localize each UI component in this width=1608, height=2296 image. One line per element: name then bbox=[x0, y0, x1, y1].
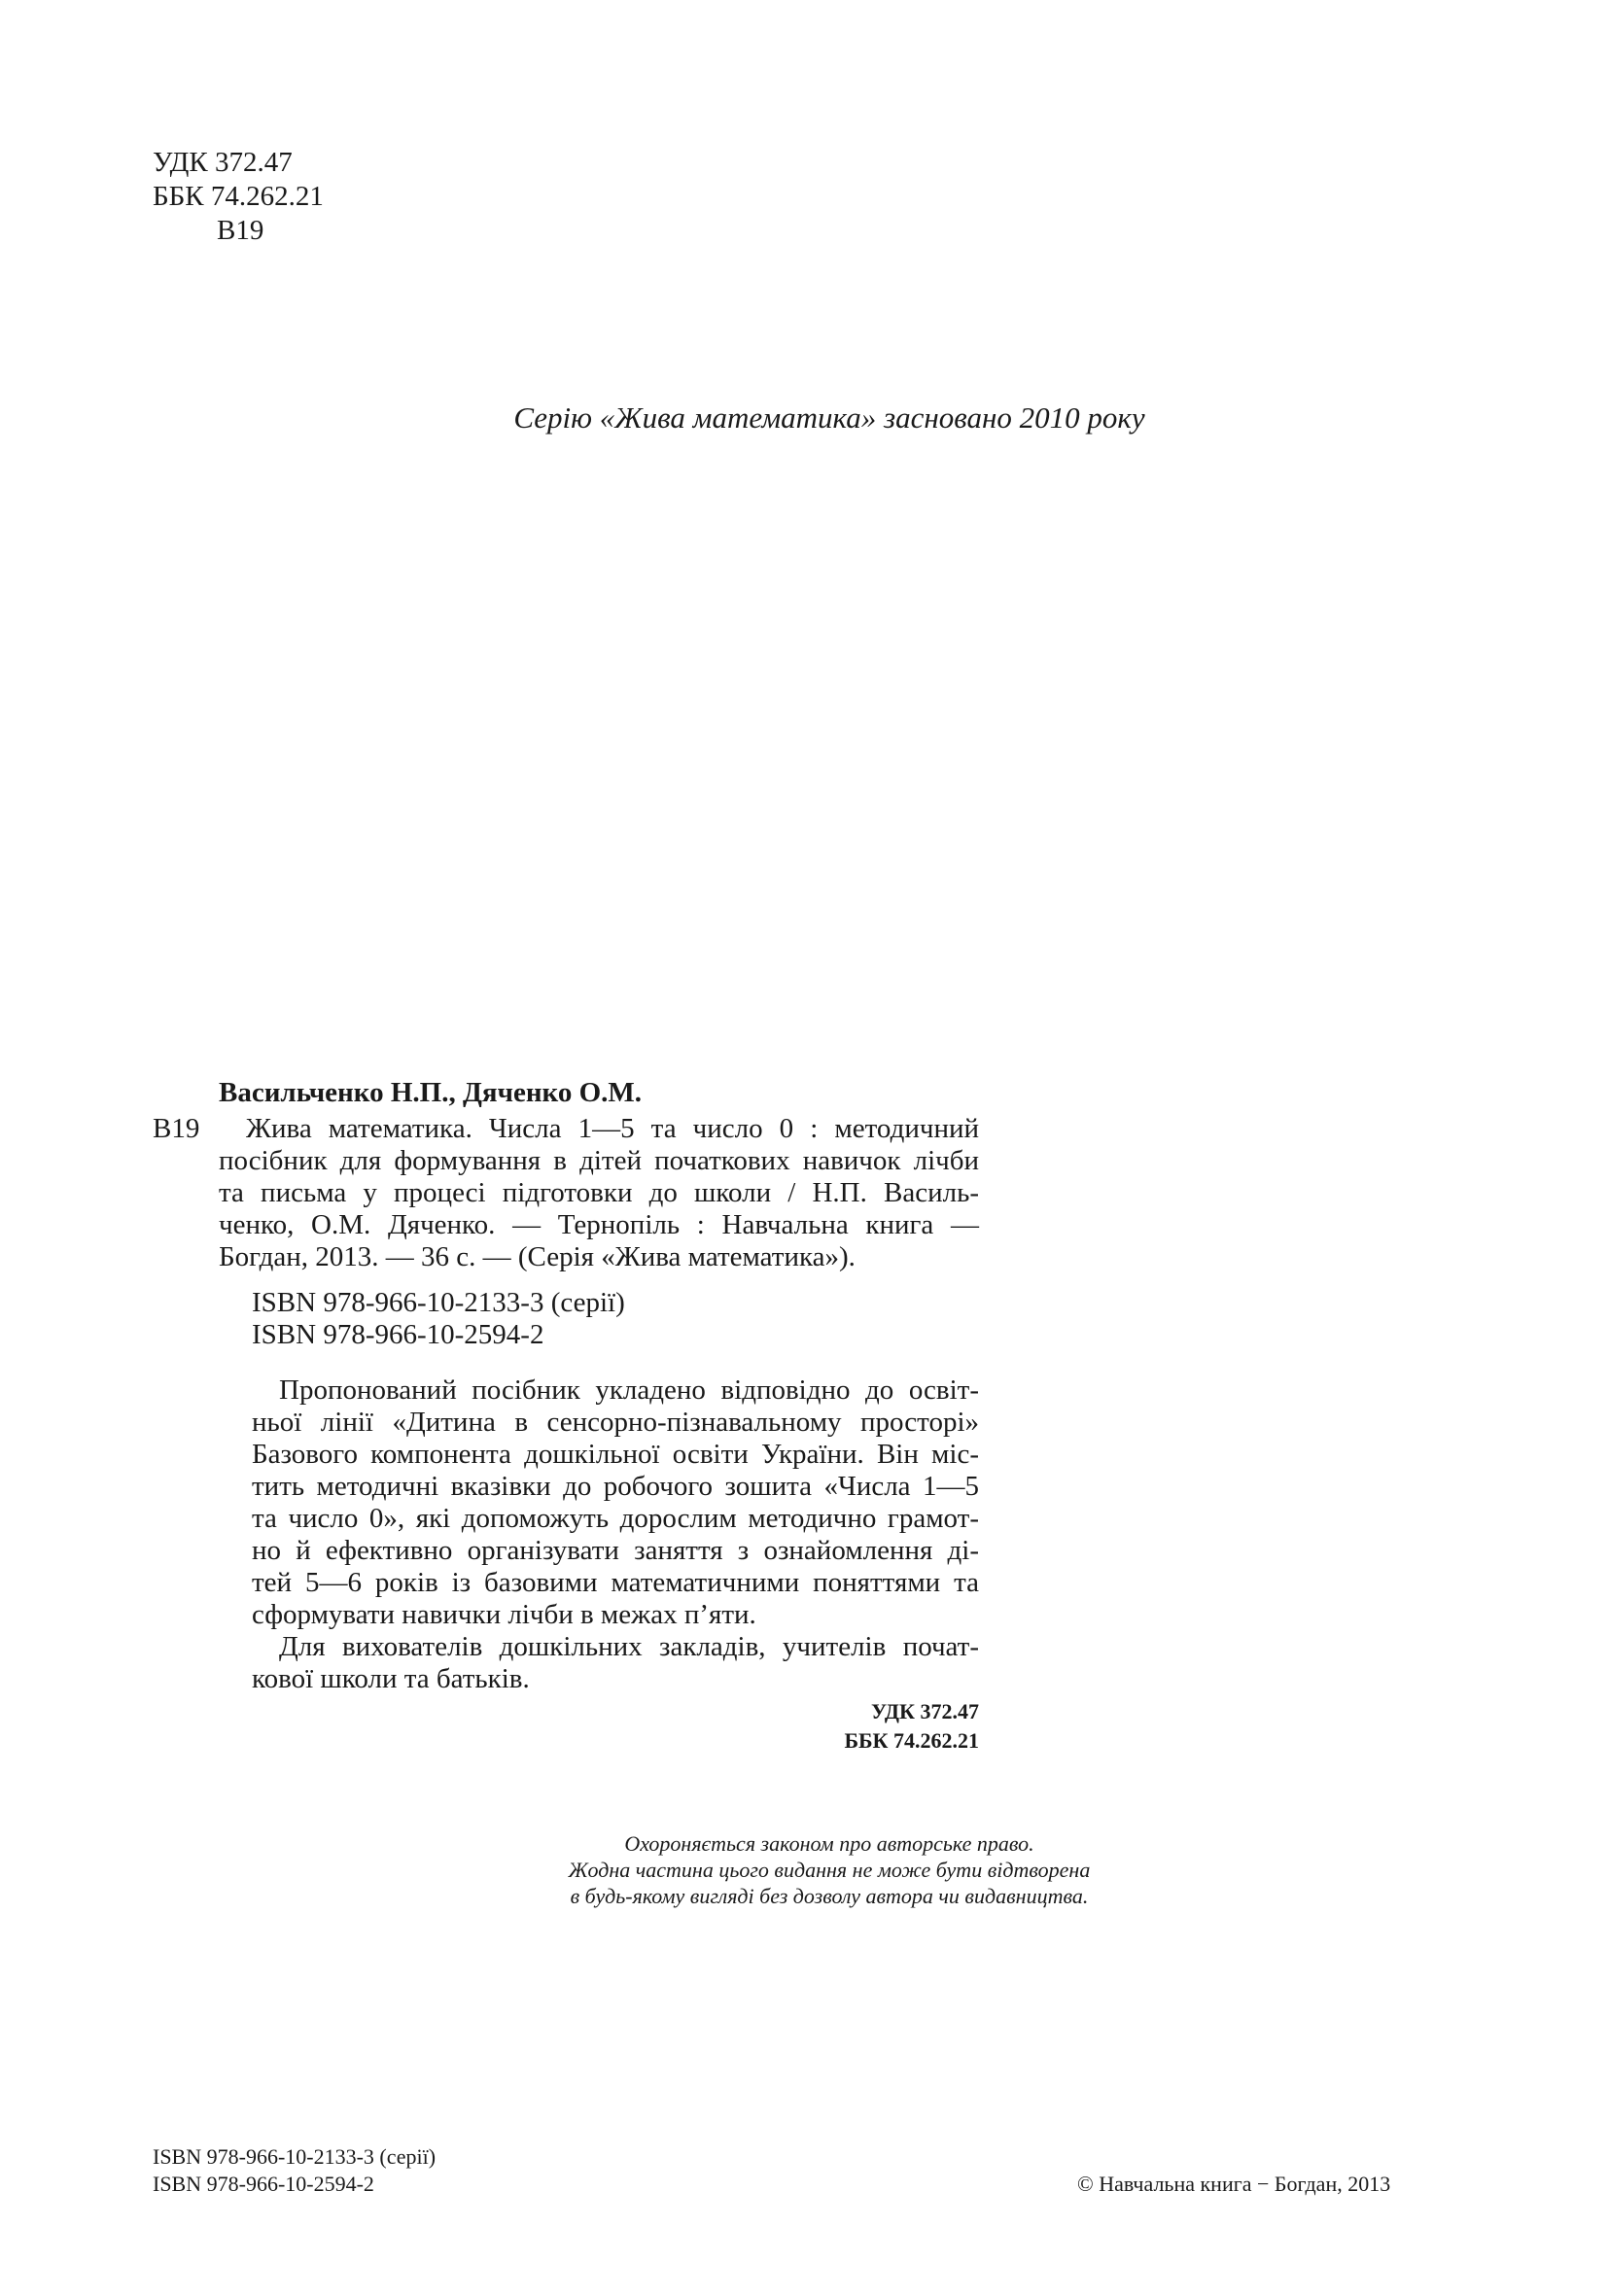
series-note bbox=[0, 400, 1608, 435]
udk-code: УДК 372.47 bbox=[870, 1699, 979, 1723]
bbk-code: ББК 74.262.21 bbox=[844, 1728, 979, 1753]
annotation-line: но й ефективно організувати заняття з ознайомлення ді- bbox=[252, 1535, 979, 1566]
isbn-series: ISBN 978-966-10-2133-3 (серії) bbox=[153, 2144, 437, 2169]
description-line: Богдан, 2013. — 36 с. — (Серія «Жива математика»). bbox=[219, 1241, 856, 1272]
annotation-line: Для вихователів дошкільних закладів, учителів почат- bbox=[279, 1631, 979, 1662]
annotation-line: ньої лінії «Дитина в сенсорно-пізнавальному просторі» bbox=[252, 1407, 979, 1438]
series-note-text: Серію «Жива математика» засновано 2010 року bbox=[513, 400, 1145, 435]
udk-code: УДК 372.47 bbox=[153, 147, 293, 178]
description-line: посібник для формування в дітей початкових навичок лічби bbox=[219, 1145, 979, 1176]
bibliographic-entry bbox=[153, 1113, 979, 1273]
isbn-book: ISBN 978-966-10-2594-2 bbox=[153, 2172, 374, 2196]
annotation-line: Пропонований посібник укладено відповідно до освіт- bbox=[279, 1374, 979, 1406]
annotation-line: та число 0», які допоможуть дорослим методично грамот- bbox=[252, 1503, 979, 1534]
description-line: та письма у процесі підготовки до школи / Н.П. Василь- bbox=[219, 1177, 979, 1208]
copyright-notice-line: Жодна частина цього видання не може бути відтворена bbox=[568, 1858, 1091, 1882]
annotation-line: сформувати навички лічби в межах п’яти. bbox=[252, 1599, 756, 1630]
copyright-notice-line: в будь-якому вигляді без дозволу автора чи видавництва. bbox=[570, 1884, 1089, 1908]
entry-author-code: В19 bbox=[153, 1113, 200, 1144]
annotation bbox=[153, 1374, 979, 1756]
author-code: В19 bbox=[217, 215, 264, 246]
annotation-line: кової школи та батьків. bbox=[252, 1663, 530, 1694]
classification-codes-right bbox=[252, 1697, 979, 1756]
isbn-block bbox=[153, 1287, 979, 1351]
isbn-series: ISBN 978-966-10-2133-3 (серії) bbox=[252, 1287, 625, 1318]
isbn-book: ISBN 978-966-10-2594-2 bbox=[252, 1319, 544, 1350]
description-line: ченко, О.М. Дяченко. — Тернопіль : Навчальна книга — bbox=[219, 1209, 979, 1240]
bibliographic-record bbox=[153, 1077, 979, 1756]
authors-heading: Васильченко Н.П., Дяченко О.М. bbox=[219, 1077, 643, 1108]
classification-codes-top bbox=[153, 146, 324, 248]
bbk-code: ББК 74.262.21 bbox=[153, 181, 324, 212]
copyright-notice-line: Охороняється законом про авторське право. bbox=[624, 1831, 1034, 1856]
isbn-bottom bbox=[153, 2143, 436, 2198]
description-line: Жива математика. Числа 1—5 та число 0 : методичний bbox=[246, 1113, 979, 1144]
annotation-line: тить методичні вказівки до робочого зошита «Числа 1—5 bbox=[252, 1471, 979, 1502]
copyright-line: © Навчальна книга − Богдан, 2013 bbox=[1077, 2172, 1391, 2196]
entry-description bbox=[219, 1113, 979, 1273]
copyright-notice bbox=[0, 1830, 1608, 1909]
annotation-line: тей 5—6 років із базовими математичними поняттями та bbox=[252, 1567, 979, 1598]
annotation-line: Базового компонента дошкільної освіти України. Він міс- bbox=[252, 1439, 979, 1470]
